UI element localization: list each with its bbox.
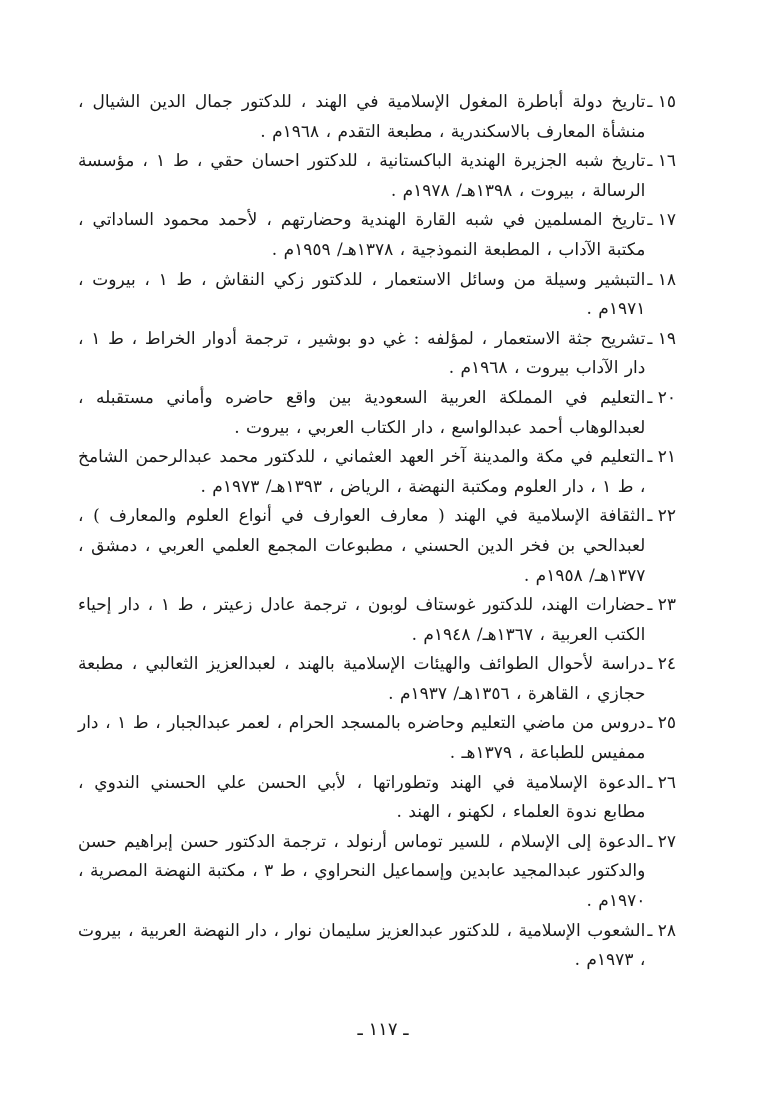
bibliography-entry [78, 384, 676, 443]
entry-text: دراسة لأحوال الطوائف والهيئات الإسلامية بالهند ، لعبدالعزيز الثعالبي ، مطبعة حجازي ، القاهرة ، ١٣٥٦هـ/ ١٩٣٧م . [78, 654, 646, 704]
entry-text: تاريخ شبه الجزيرة الهندية الباكستانية ، للدكتور احسان حقي ، ط ١ ، مؤسسة الرسالة ، بيروت ، ١٣٩٨هـ/ ١٩٧٨م . [78, 151, 646, 201]
entry-text: الثقافة الإسلامية في الهند ( معارف العوارف في أنواع العلوم والمعارف ) ، لعبدالحي بن فخر الدين الحسني ، مطبوعات المجمع العلمي العربي ، دمشق ، ١٣٧٧هـ/ ١٩٥٨م . [78, 506, 646, 586]
entry-number: ٢٢ ـ [647, 506, 676, 527]
entry-text: تاريخ المسلمين في شبه القارة الهندية وحضارتهم ، لأحمد محمود الساداتي ، مكتبة الآداب ، المطبعة النموذجية ، ١٣٧٨هـ/ ١٩٥٩م . [78, 210, 646, 260]
entry-number: ٢٤ ـ [647, 654, 676, 675]
bibliography-entry [78, 917, 676, 976]
entry-number: ١٩ ـ [647, 328, 676, 349]
entry-number: ٢٦ ـ [647, 772, 676, 793]
bibliography-entry [78, 266, 676, 325]
entry-text: الدعوة إلى الإسلام ، للسير توماس أرنولد ، ترجمة الدكتور حسن إبراهيم حسن والدكتور عبدالمجيد عابدين وإسماعيل النحراوي ، ط ٣ ، مكتبة النهضة المصرية ، ١٩٧٠م . [78, 831, 646, 912]
bibliography-entry [78, 828, 676, 917]
entry-text: حضارات الهند، للدكتور غوستاف لوبون ، ترجمة عادل زعيتر ، ط ١ ، دار إحياء الكتب العربية ، ١٣٦٧هـ/ ١٩٤٨م . [78, 595, 646, 645]
entry-number: ٢٣ ـ [647, 595, 676, 616]
entry-text: التعليم في المملكة العربية السعودية بين واقع حاضره وأماني مستقبله ، لعبدالوهاب أحمد عبدالواسع ، دار الكتاب العربي ، بيروت . [78, 387, 646, 438]
entry-number: ٢٧ ـ [647, 831, 676, 852]
entry-number: ٢٨ ـ [647, 920, 676, 941]
entry-number: ٢٠ ـ [647, 387, 676, 408]
entry-text: تاريخ دولة أباطرة المغول الإسلامية في الهند ، للدكتور جمال الدين الشيال ، منشأة المعارف بالاسكندرية ، مطبعة التقدم ، ١٩٦٨م . [78, 92, 646, 142]
entry-text: التعليم في مكة والمدينة آخر العهد العثماني ، للدكتور محمد عبدالرحمن الشامخ ، ط ١ ، دار العلوم ومكتبة النهضة ، الرياض ، ١٣٩٣هـ/ ١٩٧٣م . [78, 447, 646, 497]
bibliography-entry [78, 709, 676, 768]
entry-number: ٢١ ـ [647, 447, 676, 468]
entry-text: الدعوة الإسلامية في الهند وتطوراتها ، لأبي الحسن علي الحسني الندوي ، مطابع ندوة العلماء ، لكهنو ، الهند . [78, 772, 646, 823]
bibliography-page [78, 88, 676, 1028]
entry-text: التبشير وسيلة من وسائل الاستعمار ، للدكتور زكي النقاش ، ط ١ ، بيروت ، ١٩٧١م . [78, 269, 646, 320]
entry-number: ١٥ ـ [647, 92, 676, 112]
entry-text: الشعوب الإسلامية ، للدكتور عبدالعزيز سليمان نوار ، دار النهضة العربية ، بيروت ، ١٩٧٣م . [78, 920, 646, 971]
bibliography-entry [78, 325, 676, 384]
bibliography-entry [78, 88, 676, 147]
entry-text: تشريح جثة الاستعمار ، لمؤلفه : غي دو بوشير ، ترجمة أدوار الخراط ، ط ١ ، دار الآداب بيروت ، ١٩٦٨م . [78, 328, 646, 379]
entry-number: ١٨ ـ [647, 269, 676, 290]
bibliography-entry [78, 147, 676, 206]
entry-number: ١٦ ـ [647, 151, 676, 172]
bibliography-entry [78, 591, 676, 650]
page-number: ـ ١١٧ ـ [357, 1019, 409, 1040]
entry-text: دروس من ماضي التعليم وحاضره بالمسجد الحرام ، لعمر عبدالجبار ، ط ١ ، دار ممفيس للطباعة ، ١٣٧٩هـ . [78, 713, 646, 764]
entry-number: ١٧ ـ [647, 210, 676, 231]
bibliography-entry [78, 769, 676, 828]
bibliography-entry [78, 206, 676, 265]
bibliography-entry [78, 443, 676, 502]
bibliography-entry [78, 502, 676, 591]
entry-number: ٢٥ ـ [647, 713, 676, 734]
bibliography-list [78, 88, 676, 976]
bibliography-entry [78, 650, 676, 709]
